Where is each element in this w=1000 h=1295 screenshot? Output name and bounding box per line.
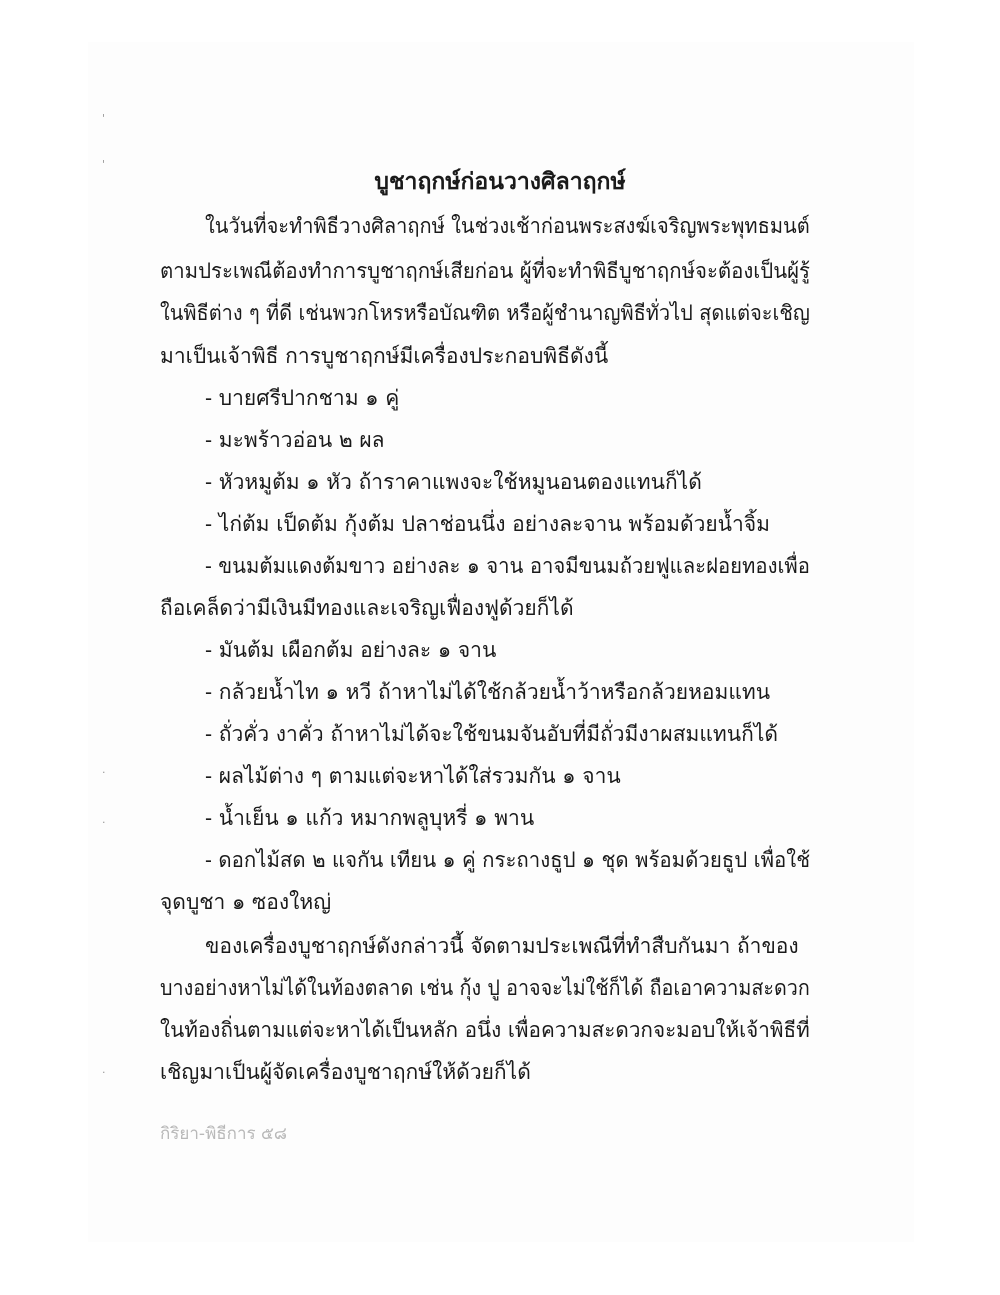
closing-line: ของเครื่องบูชาฤกษ์ดังกล่าวนี้ จัดตามประเพณีที่ทำสืบกันมา ถ้าของ <box>205 934 799 958</box>
intro-line: มาเป็นเจ้าพิธี การบูชาฤกษ์มีเครื่องประกอบพิธีดังนี้ <box>160 344 609 368</box>
list-item: - ถั่วคั่ว งาคั่ว ถ้าหาไม่ได้จะใช้ขนมจันอับที่มีถั่วมีงาผสมแทนก็ได้ <box>205 722 779 746</box>
list-item: ถือเคล็ดว่ามีเงินมีทองและเจริญเฟื่องฟูด้วยก็ได้ <box>160 596 574 620</box>
closing-line: ในท้องถิ่นตามแต่จะหาได้เป็นหลัก อนึ่ง เพื่อความสะดวกจะมอบให้เจ้าพิธีที่ <box>160 1018 810 1042</box>
closing-line: บางอย่างหาไม่ได้ในท้องตลาด เช่น กุ้ง ปู อาจจะไม่ใช้ก็ได้ ถือเอาความสะดวก <box>160 976 810 1000</box>
list-item: - ดอกไม้สด ๒ แจกัน เทียน ๑ คู่ กระถางธูป ๑ ชุด พร้อมด้วยธูป เพื่อใช้ <box>205 848 811 872</box>
document-title: บูชาฤกษ์ก่อนวางศิลาฤกษ์ <box>374 168 626 195</box>
scan-speck: · <box>102 816 106 829</box>
intro-line: ในพิธีต่าง ๆ ที่ดี เช่นพวกโหรหรือบัณฑิต หรือผู้ชำนาญพิธีทั่วไป สุดแต่จะเชิญ <box>160 301 810 325</box>
list-item: - กล้วยน้ำไท ๑ หวี ถ้าหาไม่ได้ใช้กล้วยน้ำว้าหรือกล้วยหอมแทน <box>205 680 771 704</box>
intro-line: ในวันที่จะทำพิธีวางศิลาฤกษ์ ในช่วงเช้าก่อนพระสงฆ์เจริญพระพุทธมนต์ <box>205 214 810 238</box>
page-footer: กิริยา-พิธีการ ๕๘ <box>160 1124 288 1144</box>
list-item: - ไก่ต้ม เป็ดต้ม กุ้งต้ม ปลาช่อนนึ่ง อย่างละจาน พร้อมด้วยน้ำจิ้ม <box>205 512 770 536</box>
scan-speck: ꞌ <box>102 112 106 125</box>
list-item: - มะพร้าวอ่อน ๒ ผล <box>205 428 385 452</box>
list-item: - ขนมต้มแดงต้มขาว อย่างละ ๑ จาน อาจมีขนมถ้วยฟูและฝอยทองเพื่อ <box>205 554 810 578</box>
list-item: - มันต้ม เผือกต้ม อย่างละ ๑ จาน <box>205 638 497 662</box>
scan-speck: · <box>102 766 106 779</box>
list-item: - น้ำเย็น ๑ แก้ว หมากพลูบุหรี่ ๑ พาน <box>205 806 535 830</box>
list-item: - ผลไม้ต่าง ๆ ตามแต่จะหาได้ใส่รวมกัน ๑ จาน <box>205 764 621 788</box>
list-item: - หัวหมูต้ม ๑ หัว ถ้าราคาแพงจะใช้หมูนอนตองแทนก็ได้ <box>205 470 702 494</box>
list-item: จุดบูชา ๑ ซองใหญ่ <box>160 890 332 914</box>
scan-speck: · <box>102 1066 106 1079</box>
list-item: - บายศรีปากชาม ๑ คู่ <box>205 386 400 410</box>
intro-line: ตามประเพณีต้องทำการบูชาฤกษ์เสียก่อน ผู้ที่จะทำพิธีบูชาฤกษ์จะต้องเป็นผู้รู้ <box>160 259 811 283</box>
scan-speck: ꞌ <box>102 158 106 171</box>
closing-line: เชิญมาเป็นผู้จัดเครื่องบูชาฤกษ์ให้ด้วยก็ได้ <box>160 1060 531 1084</box>
